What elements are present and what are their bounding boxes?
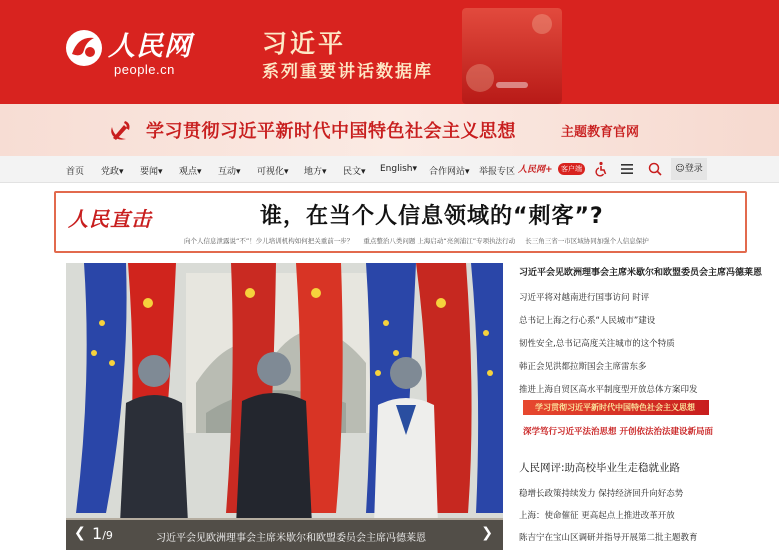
banner-title[interactable]: 习近平 <box>262 29 347 58</box>
news-item[interactable]: 韩正会见洪都拉斯国会主席雷东多 <box>519 362 647 372</box>
people-logo-icon <box>64 28 104 68</box>
news-lead[interactable]: 习近平会见欧洲理事会主席米歇尔和欧盟委员会主席冯德莱恩 <box>519 268 763 278</box>
news-item[interactable]: 习近平将对越南进行国事访问 时评 <box>519 293 650 303</box>
carousel-caption-bar <box>66 520 503 550</box>
app-badge: 客户端 <box>558 163 585 175</box>
carousel-photo <box>66 263 503 550</box>
sub-headline[interactable]: 向个人信息泄露说“不”！少儿培训机构如何把关重前一步？ <box>184 237 354 245</box>
sub-headline[interactable]: 重点整治八类问题 上海启动“亮剑浦江”专项执法行动 <box>363 237 516 245</box>
chevron-down-icon: ▾ <box>284 167 289 177</box>
promo-banner[interactable] <box>523 400 709 415</box>
search-icon[interactable] <box>647 161 663 177</box>
nav-item-visual[interactable]: 可视化▾ <box>257 167 289 177</box>
app-logo: 人民网+ <box>518 165 553 175</box>
chevron-down-icon: ▾ <box>465 167 470 177</box>
news-item[interactable]: 韧性安全,总书记高度关注城市的这个特质 <box>519 339 675 349</box>
news-item[interactable]: 总书记上海之行心系“人民城市”建设 <box>519 316 656 326</box>
chevron-down-icon: ▾ <box>158 167 163 177</box>
section-headline[interactable]: 人民网评:助高校毕业生走稳就业路 <box>519 462 681 474</box>
party-emblem-icon <box>108 117 134 143</box>
featured-headline[interactable]: 谁，在当个人信息领域的“刺客”? <box>260 204 604 229</box>
top-banner <box>0 0 779 104</box>
theme-suffix: 主题教育官网 <box>561 125 640 140</box>
nav-item-report[interactable]: 举报专区 <box>479 167 516 177</box>
chevron-down-icon: ▾ <box>361 167 366 177</box>
login-button[interactable]: ☺登录 <box>671 158 707 180</box>
user-icon: ☺ <box>675 164 685 174</box>
menu-icon[interactable] <box>619 161 635 177</box>
nav-item-interact[interactable]: 互动▾ <box>218 167 241 177</box>
promo-banner-text: 学习贯彻习近平新时代中国特色社会主义思想 <box>535 403 695 412</box>
news-item[interactable]: 上海：使命催征 更高起点上推进改革开放 <box>519 511 675 521</box>
accessibility-icon[interactable] <box>593 161 609 177</box>
chevron-down-icon: ▾ <box>236 167 241 177</box>
site-logo[interactable] <box>64 22 194 80</box>
logo-text: 人民网 <box>108 31 192 62</box>
nav-item-party[interactable]: 党政▾ <box>101 167 124 177</box>
column-logo: 人民直击 <box>68 207 152 231</box>
feature-link[interactable]: 深学笃行习近平法治思想 开创依法治法建设新局面 <box>523 427 713 437</box>
nav-item-english[interactable]: English▾ <box>380 164 418 174</box>
app-download-link[interactable] <box>518 162 586 177</box>
nav-item-news[interactable]: 要闻▾ <box>140 167 163 177</box>
slide-counter: 1/9 <box>92 524 113 543</box>
theme-title: 学习贯彻习近平新时代中国特色社会主义思想 <box>146 121 516 142</box>
featured-headline-box[interactable] <box>54 191 747 253</box>
chevron-down-icon: ▾ <box>119 167 124 177</box>
news-item[interactable]: 稳增长政策持续发力 保持经济回升向好态势 <box>519 489 684 499</box>
nav-item-local[interactable]: 地方▾ <box>304 167 327 177</box>
nav-item-home[interactable]: 首页 <box>66 167 85 177</box>
logo-domain: people.cn <box>114 62 175 77</box>
sub-headline[interactable]: 长三角三省一市区域协同加强个人信息保护 <box>525 237 649 245</box>
chevron-down-icon: ▾ <box>197 167 202 177</box>
chevron-down-icon: ▾ <box>412 164 418 174</box>
photo-carousel[interactable] <box>66 263 503 550</box>
nav-item-partners[interactable]: 合作网站▾ <box>429 167 470 177</box>
theme-strip[interactable] <box>0 104 779 156</box>
news-item[interactable]: 陈吉宁在宝山区调研并指导开展第二批主题教育 <box>519 533 698 543</box>
next-arrow-icon[interactable]: ❯ <box>481 525 493 541</box>
sub-headlines <box>184 236 744 245</box>
nav-item-ethnic[interactable]: 民文▾ <box>343 167 366 177</box>
chevron-down-icon: ▾ <box>322 167 327 177</box>
news-item[interactable]: 推进上海自贸区高水平制度型开放总体方案印发 <box>519 385 698 395</box>
main-nav <box>0 156 779 183</box>
nav-item-opinion[interactable]: 观点▾ <box>179 167 202 177</box>
banner-subtitle[interactable]: 系列重要讲话数据库 <box>262 62 433 82</box>
banner-photo[interactable] <box>462 8 562 104</box>
carousel-caption[interactable]: 习近平会见欧洲理事会主席米歇尔和欧盟委员会主席冯德莱恩 <box>156 533 426 544</box>
prev-arrow-icon[interactable]: ❮ <box>74 525 86 541</box>
